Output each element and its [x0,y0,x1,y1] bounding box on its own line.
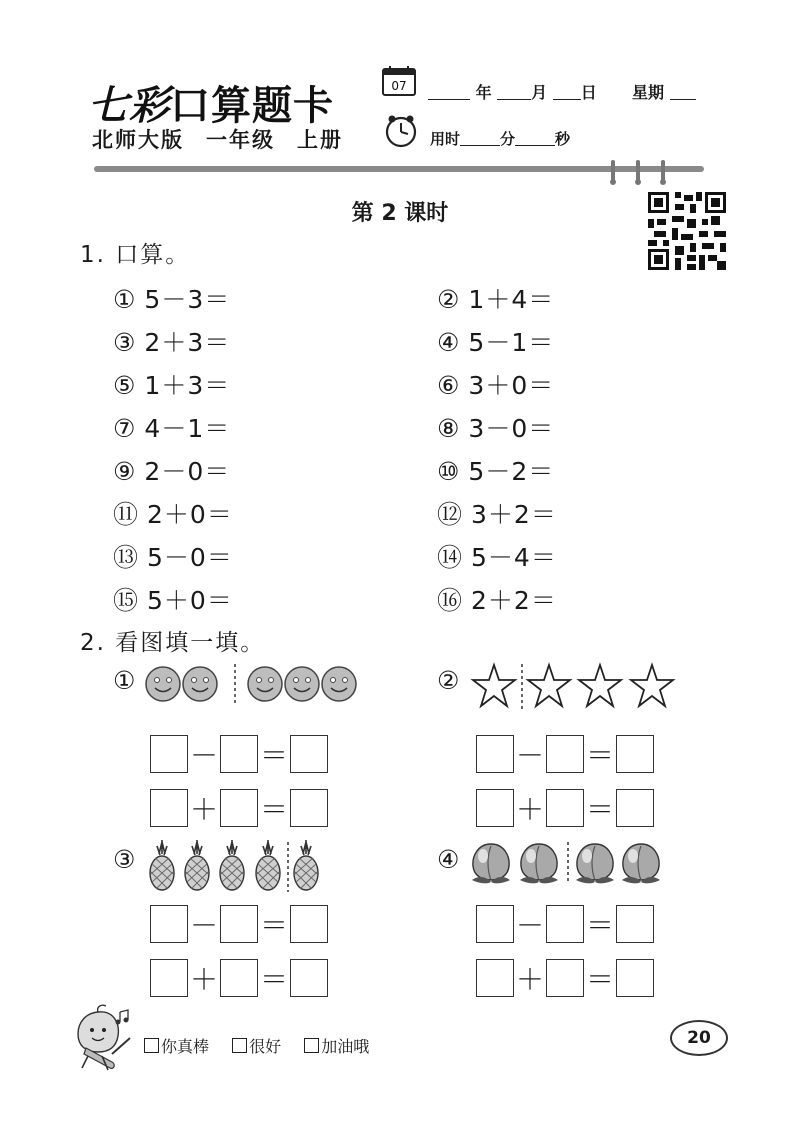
star-icon [473,665,515,706]
answer-box[interactable] [616,735,654,773]
binder-pins-icon [604,160,674,186]
calendar-icon [382,66,416,96]
second-label: 秒 [555,130,571,148]
month-label: 月 [531,83,548,102]
calendar-day: 07 [391,79,407,93]
star-icon [631,665,673,706]
answer-box[interactable] [290,959,328,997]
equation-plus-1: ＋ ＝ [150,788,328,828]
answer-box[interactable] [546,735,584,773]
minute-label: 分 [500,130,516,148]
oral-item: ⑥ 3＋0＝ [437,371,555,400]
second-blank[interactable] [515,131,555,146]
clock-icon [384,114,418,148]
option-good[interactable]: 很好 [232,1037,281,1056]
checkbox[interactable] [144,1038,159,1053]
answer-box[interactable] [150,959,188,997]
answer-box[interactable] [220,905,258,943]
checkbox[interactable] [232,1038,247,1053]
oral-item: ⑫ 3＋2＝ [437,500,557,529]
weekday-blank[interactable] [670,85,696,100]
oral-item: ⑭ 5－4＝ [437,543,557,572]
oral-item: ⑮ 5＋0＝ [113,586,233,615]
option-great[interactable]: 你真棒 [144,1037,209,1056]
time-used-label: 用时 [430,130,461,148]
cartoon-peach-guitar-icon [68,1002,140,1072]
oral-item: ⑩ 5－2＝ [437,457,555,486]
picture1-smileys [142,660,367,708]
answer-box[interactable] [220,789,258,827]
pineapple-icon [256,840,280,890]
answer-box[interactable] [616,959,654,997]
weekday-label: 星期 [631,83,664,102]
picture4-peaches [468,840,668,886]
oral-item: ⑤ 1＋3＝ [113,371,231,400]
answer-box[interactable] [476,905,514,943]
brand-logo [88,74,334,131]
peach-icon [576,844,614,883]
oral-item: ④ 5－1＝ [437,328,555,357]
pineapple-icon [185,840,209,890]
year-blank[interactable] [428,85,470,100]
answer-box[interactable] [220,735,258,773]
picture3-pineapples [144,838,329,894]
smiley-face-icon [183,667,217,701]
oral-item: ③ 2＋3＝ [113,328,231,357]
picture4-number: ④ [437,845,460,874]
year-label: 年 [475,83,492,102]
qr-code-icon[interactable] [648,192,726,270]
pineapple-icon [220,840,244,890]
picture2-number: ② [437,666,460,695]
oral-item: ⑬ 5－0＝ [113,543,233,572]
smiley-face-icon [146,667,180,701]
pineapple-icon [294,840,318,890]
smiley-face-icon [285,667,319,701]
logo-part1: 七彩 [88,82,170,129]
answer-box[interactable] [290,735,328,773]
answer-box[interactable] [290,905,328,943]
smiley-face-icon [322,667,356,701]
volume-label: 上册 [297,128,343,152]
star-icon [579,665,621,706]
edition-line [92,124,365,154]
day-label: 日 [580,83,597,102]
equation-minus-2: － ＝ [476,734,654,774]
minute-blank[interactable] [460,131,500,146]
picture1-number: ① [113,666,136,695]
date-line [428,80,696,103]
answer-box[interactable] [546,789,584,827]
oral-item: ⑦ 4－1＝ [113,414,231,443]
star-icon [528,665,570,706]
oral-item: ② 1＋4＝ [437,285,555,314]
day-blank[interactable] [553,85,581,100]
answer-box[interactable] [616,905,654,943]
section2-title: 2. 看图填一填。 [80,630,266,656]
month-blank[interactable] [497,85,531,100]
peach-icon [472,844,510,883]
equation-minus-1: － ＝ [150,734,328,774]
logo-part2: 口算题卡 [170,82,334,129]
peach-icon [622,844,660,883]
picture2-stars [470,662,680,712]
answer-box[interactable] [476,735,514,773]
smiley-face-icon [248,667,282,701]
answer-box[interactable] [150,789,188,827]
section1-title: 1. 口算。 [80,242,191,268]
oral-item: ⑯ 2＋2＝ [437,586,557,615]
equation-plus-3: ＋ ＝ [150,958,328,998]
oral-item: ⑧ 3－0＝ [437,414,555,443]
answer-box[interactable] [220,959,258,997]
picture3-number: ③ [113,845,136,874]
equation-minus-4: － ＝ [476,904,654,944]
self-evaluation-options [144,1034,387,1057]
answer-box[interactable] [290,789,328,827]
option-keep-going[interactable]: 加油哦 [304,1037,369,1056]
oral-item: ⑪ 2＋0＝ [113,500,233,529]
grade-label: 一年级 [206,128,275,152]
equation-plus-4: ＋ ＝ [476,958,654,998]
oral-item: ⑨ 2－0＝ [113,457,231,486]
oral-item: ① 5－3＝ [113,285,231,314]
edition-label: 北师大版 [92,128,184,152]
answer-box[interactable] [546,959,584,997]
page-number: 20 [670,1020,728,1056]
answer-box[interactable] [476,959,514,997]
checkbox[interactable] [304,1038,319,1053]
lesson-title: 第 2 课时 [351,201,449,226]
equation-minus-3: － ＝ [150,904,328,944]
time-used-line [430,128,570,149]
answer-box[interactable] [150,905,188,943]
equation-plus-2: ＋ ＝ [476,788,654,828]
answer-box[interactable] [150,735,188,773]
answer-box[interactable] [476,789,514,827]
answer-box[interactable] [616,789,654,827]
peach-icon [520,844,558,883]
pineapple-icon [150,840,174,890]
answer-box[interactable] [546,905,584,943]
